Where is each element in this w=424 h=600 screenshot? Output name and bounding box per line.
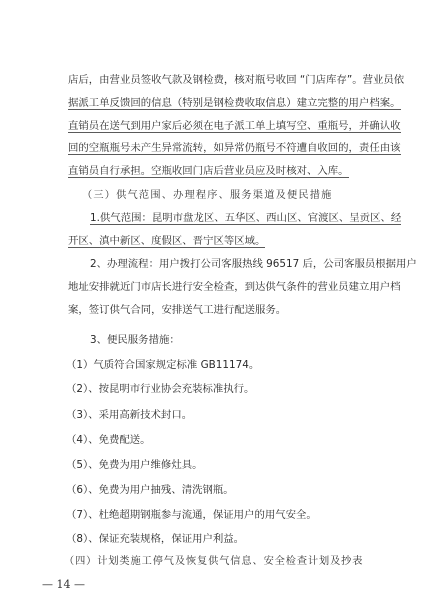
list-item: （3）、采用高新技术封口。 (66, 409, 193, 421)
underlined-text: 直销员自行承担。空瓶收回门店后营业员应及时核对、入库。 (68, 165, 349, 177)
paragraph-line: 案，签订供气合同，安排送气工进行配送服务。 (68, 304, 287, 316)
paragraph-line: 店后，由营业员签收气款及钢检费，核对瓶号收回 “门店库存”。营业员依 (68, 74, 405, 86)
underlined-text: 直销员在送气到用户家后必须在电子派工单上填写空、重瓶号，并确认收 (68, 120, 401, 132)
list-item: （4）、免费配送。 (66, 434, 151, 446)
list-item: （5）、免费为用户维修灶具。 (66, 459, 203, 471)
list-item: （2）、按昆明市行业协会充装标准执行。 (66, 383, 255, 395)
underlined-text: 开区、滇中新区、度假区、晋宁区等区域。 (68, 235, 266, 247)
paragraph-line (68, 97, 401, 110)
list-item: （1）气质符合国家规定标准 GB11174。 (66, 359, 260, 371)
list-item: （8）、保证充装规格，保证用户利益。 (66, 533, 245, 545)
underlined-text: 回的空瓶瓶号未产生异常流转，如异常仍瓶号不符遭自收回的，责任由该 (68, 142, 401, 154)
paragraph-line (68, 120, 401, 133)
paragraph-line (68, 165, 349, 178)
underlined-text: 据派工单反馈回的信息（特别是钢检费收取信息）建立完整的用户档案。 (68, 97, 401, 109)
paragraph-line: 地址安排就近门市店长进行安全检查，到达供气条件的营业员建立用户档 (68, 281, 401, 293)
paragraph-line (90, 212, 401, 225)
underlined-text: 1.供气范围：昆明市盘龙区、五华区、西山区、官渡区、呈贡区、经 (90, 212, 402, 224)
section-heading: （四）计划类施工停气及恢复供气信息、安全检查计划及抄表 (64, 556, 364, 567)
list-item: （7）、杜绝超期钢瓶参与流通，保证用户的用气安全。 (66, 509, 317, 521)
paragraph-line: 2、办理流程：用户拨打公司客服热线 96517 后，公司客服员根据用户 (90, 258, 417, 270)
list-item: （6）、免费为用户抽残、清洗钢瓶。 (66, 484, 234, 496)
paragraph-line (68, 235, 265, 248)
paragraph-line (68, 142, 401, 155)
page-number: — 14 — (42, 578, 85, 591)
paragraph-line: 3、便民服务措施： (90, 334, 180, 346)
section-heading: （三）供气范围、办理程序、服务渠道及便民措施 (82, 190, 333, 201)
